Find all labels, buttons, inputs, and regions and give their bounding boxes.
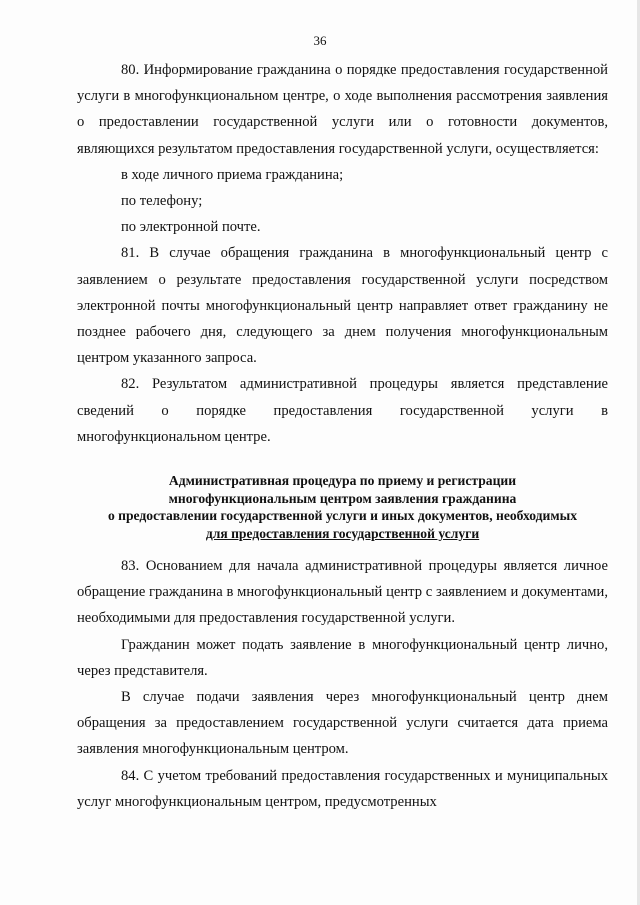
section-heading-line: для предоставления государственной услуги bbox=[205, 525, 480, 541]
section-heading bbox=[77, 472, 608, 542]
paragraph-80: 80. Информирование гражданина о порядке предоставления государственной услуги в многофункциональном центре, о ходе выполнения рассмотрения заявления о предоставлении государственной услуги или о готовности документов, являющихся результатом предоставления государственной услуги, осуществляется: bbox=[77, 62, 608, 157]
paragraph-83-representative: Гражданин может подать заявление в многофункциональный центр лично, через представителя. bbox=[77, 636, 608, 679]
paragraph-83: 83. Основанием для начала административной процедуры является личное обращение гражданина в многофункциональный центр с заявлением и документами, необходимыми для предоставления государственной услуги. bbox=[77, 558, 608, 627]
list-item-personal: в ходе личного приема гражданина; bbox=[121, 166, 344, 183]
paragraph-84: 84. С учетом требований предоставления государственных и муниципальных услуг многофункциональным центром, предусмотренных bbox=[77, 767, 608, 810]
section-heading-line: Административная процедура по приему и регистрации bbox=[168, 473, 517, 489]
paragraph-81: 81. В случае обращения гражданина в многофункциональный центр с заявлением о результате предоставления государственной услуги посредством электронной почты многофункциональный центр направляет ответ гражданину не позднее рабочего дня, следующего за днем получения многофункциональным центром указанного запроса. bbox=[77, 245, 608, 367]
list-item-email: по электронной почте. bbox=[121, 219, 261, 236]
list-item-phone: по телефону; bbox=[121, 193, 203, 210]
section-heading-line: о предоставлении государственной услуги и иных документов, необходимых bbox=[107, 508, 578, 524]
document-body bbox=[77, 57, 608, 815]
paragraph-83-date: В случае подачи заявления через многофункциональный центр днем обращения за предоставлением государственной услуги считается дата приема заявления многофункциональным центром. bbox=[77, 689, 608, 758]
page-number: 36 bbox=[313, 33, 327, 48]
paragraph-82: 82. Результатом административной процедуры является представление сведений о порядке предоставления государственной услуги в многофункциональном центре. bbox=[77, 376, 608, 445]
section-heading-line: многофункциональным центром заявления гражданина bbox=[168, 490, 517, 506]
